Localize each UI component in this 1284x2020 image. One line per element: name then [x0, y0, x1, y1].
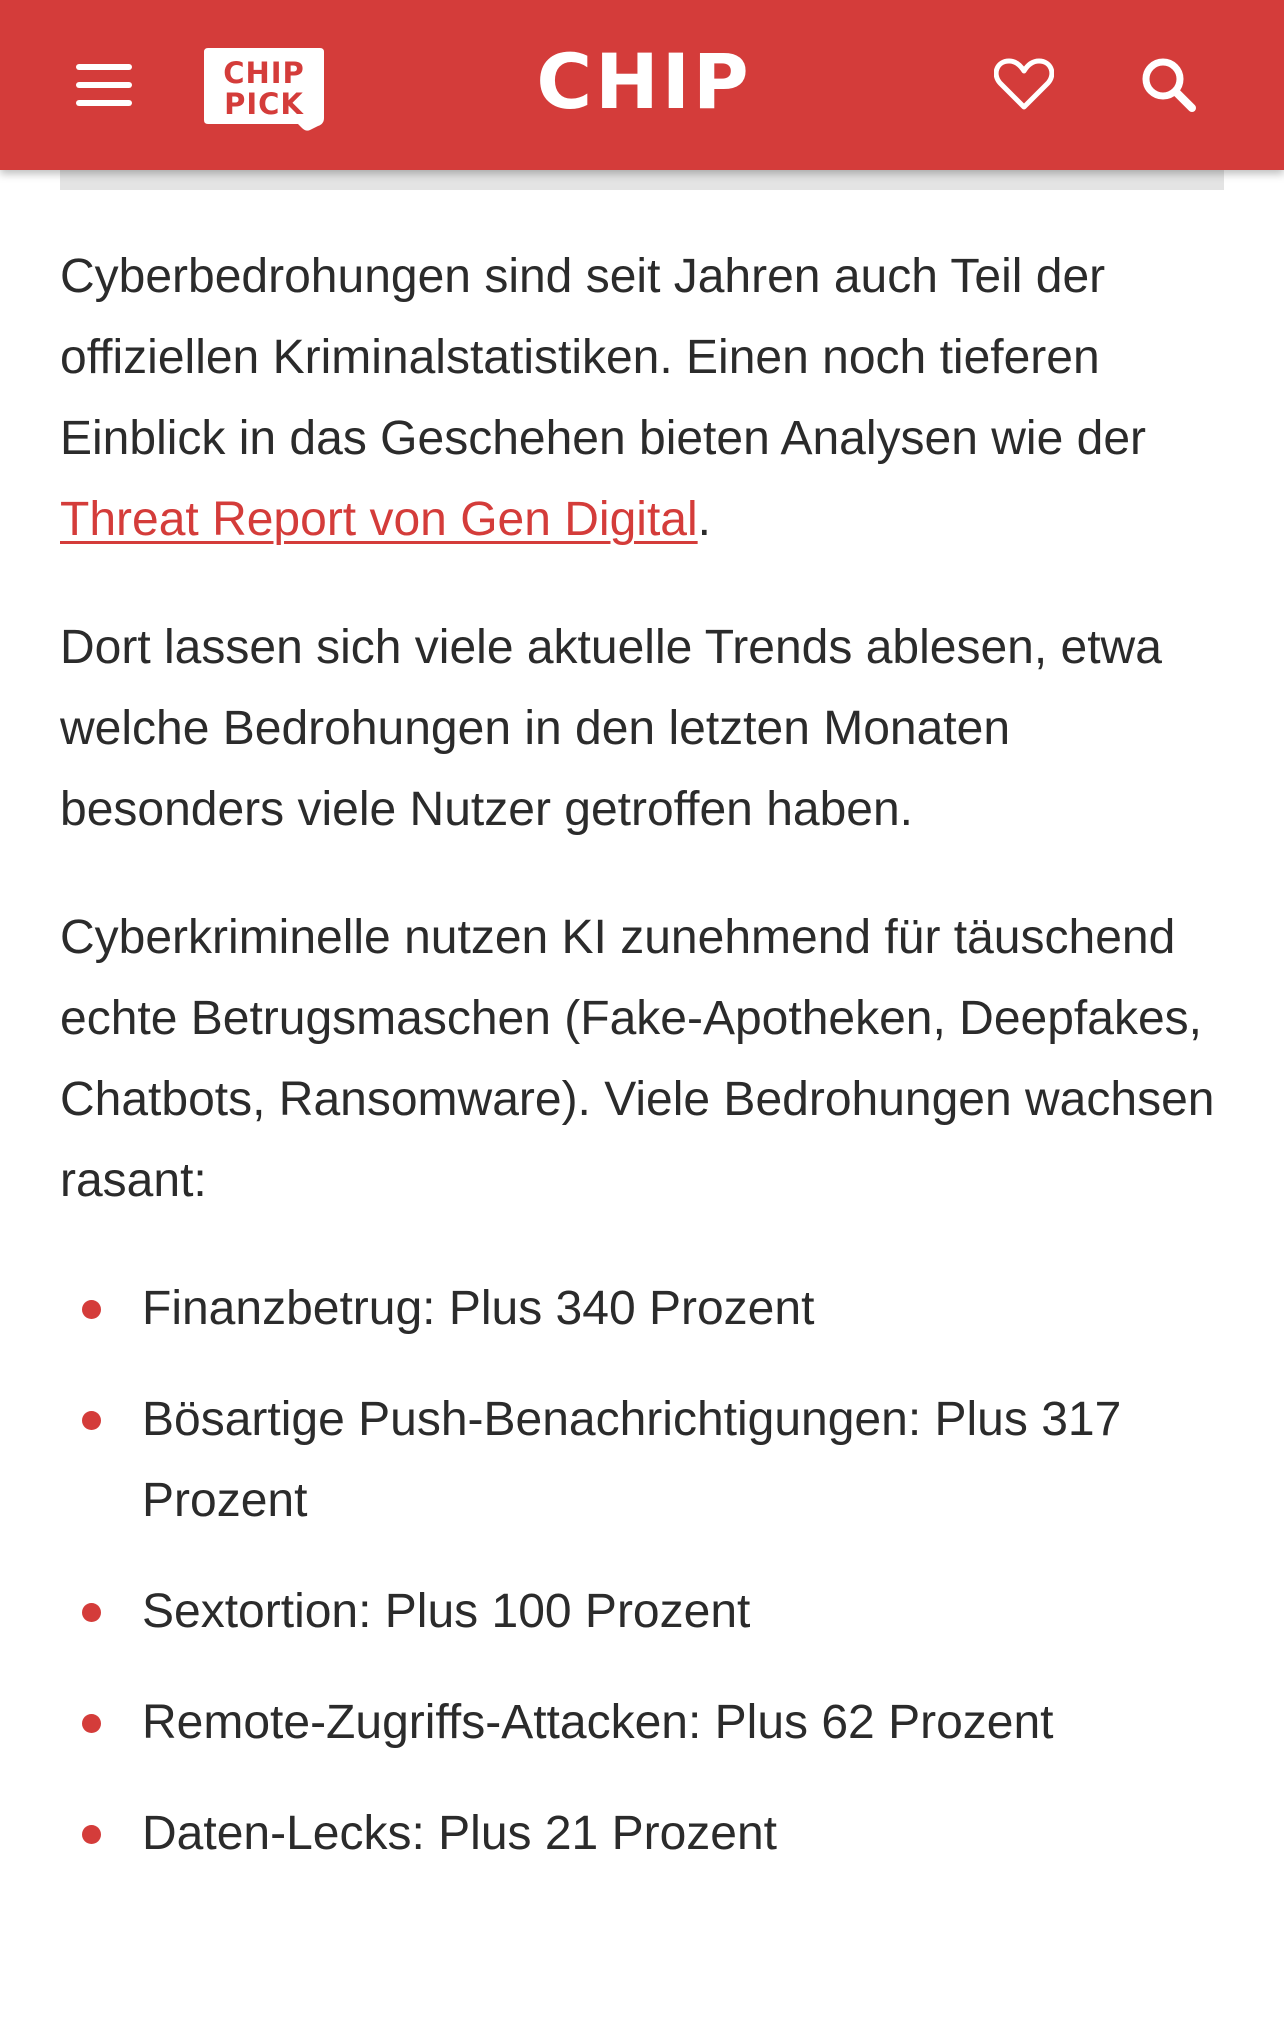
pick-logo-line1: CHIP [223, 56, 305, 90]
search-button[interactable] [1126, 46, 1210, 122]
favorites-button[interactable] [982, 46, 1066, 122]
list-item [60, 1268, 1230, 1349]
chip-logo[interactable] [524, 46, 764, 118]
search-icon [1139, 55, 1197, 113]
paragraph-intro [60, 236, 1230, 560]
menu-button[interactable] [68, 54, 140, 116]
heart-icon [994, 57, 1054, 111]
bullet-dot [82, 1714, 101, 1733]
threat-growth-list [60, 1268, 1230, 1874]
top-app-bar [0, 0, 1284, 170]
list-item [60, 1571, 1230, 1652]
list-item-text: Sextortion: Plus 100 Prozent [142, 1585, 751, 1638]
pick-logo-line2: PICK [224, 87, 304, 121]
list-item-text: Daten-Lecks: Plus 21 Prozent [142, 1807, 777, 1860]
menu-icon [76, 64, 132, 106]
bullet-dot [82, 1603, 101, 1622]
list-item-text: Bösartige Push-Benachrichtigungen: Plus 317 Prozent [142, 1393, 1122, 1527]
paragraph-intro-text: Cyberbedrohungen sind seit Jahren auch Teil der offiziellen Kriminalstatistiken. Einen noch tieferen Einblick in das Geschehen bieten Analysen wie der [60, 250, 1146, 465]
list-item-text: Remote-Zugriffs-Attacken: Plus 62 Prozent [142, 1696, 1054, 1749]
article-body [60, 236, 1230, 1904]
bullet-dot [82, 1411, 101, 1430]
threat-report-link[interactable]: Threat Report von Gen Digital [60, 493, 698, 546]
list-item [60, 1682, 1230, 1763]
list-item [60, 1379, 1230, 1541]
bullet-dot [82, 1825, 101, 1844]
brand-name: CHIP [536, 46, 752, 118]
paragraph-intro-end: . [697, 493, 711, 546]
paragraph-ai: Cyberkriminelle nutzen KI zunehmend für täuschend echte Betrugsmaschen (Fake-Apotheken, Deepfakes, Chatbots, Ransomware). Viele Bedrohungen wachsen rasant: [60, 911, 1215, 1207]
bullet-dot [82, 1300, 101, 1319]
list-item [60, 1793, 1230, 1874]
list-item-text: Finanzbetrug: Plus 340 Prozent [142, 1282, 815, 1335]
paragraph-trends: Dort lassen sich viele aktuelle Trends ablesen, etwa welche Bedrohungen in den letzten Monaten besonders viele Nutzer getroffen haben. [60, 621, 1162, 836]
chip-pick-logo [202, 46, 326, 132]
chip-pick-logo-button[interactable] [202, 46, 326, 132]
